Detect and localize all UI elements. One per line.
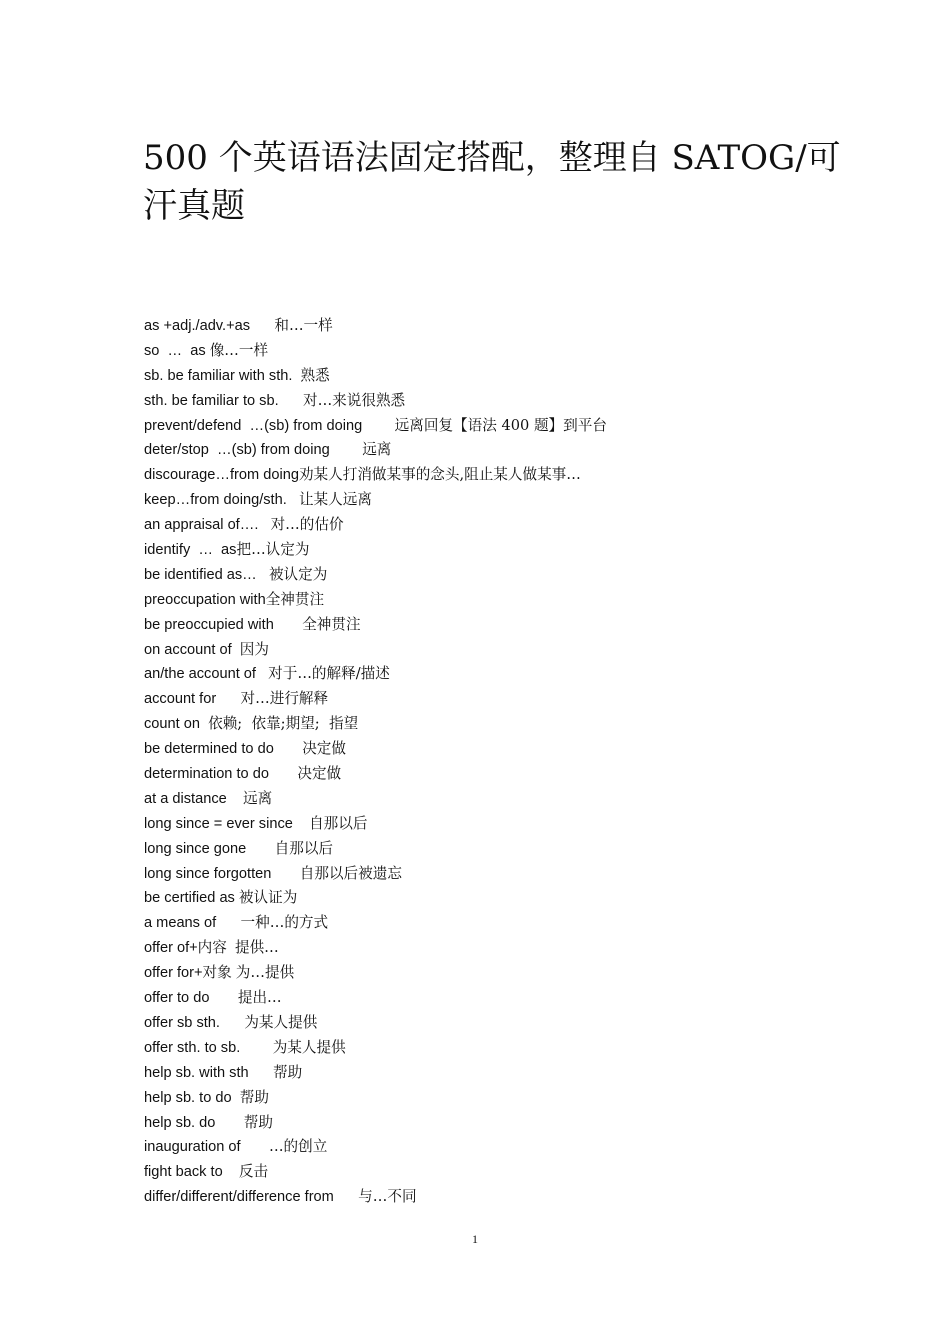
phrase-meaning: 远离: [242, 789, 273, 807]
phrase-meaning: 提出…: [237, 989, 282, 1007]
phrase-gap: [220, 1015, 244, 1031]
phrase-gap: [240, 1040, 272, 1056]
phrase-meaning: 全神贯注: [265, 590, 325, 608]
phrase-english: count on: [144, 716, 200, 733]
list-item: [144, 588, 844, 613]
list-item: [144, 837, 844, 862]
phrase-english: sb. be familiar with sth.: [144, 367, 293, 384]
phrase-english: offer sb sth.: [144, 1014, 220, 1031]
phrase-gap: [227, 791, 243, 807]
phrase-meaning: 反击: [238, 1163, 269, 1181]
phrase-gap: [250, 318, 274, 334]
phrase-gap: [334, 1189, 358, 1205]
phrase-gap: [274, 741, 302, 757]
phrase-english: offer to do: [144, 990, 210, 1007]
phrase-gap: [274, 617, 302, 633]
phrase-gap: [227, 940, 235, 956]
list-item: [144, 314, 844, 339]
phrase-meaning: 对…来说很熟悉: [302, 391, 406, 409]
list-item: [144, 1185, 844, 1210]
list-item: [144, 762, 844, 787]
phrase-meaning: 提供…: [234, 939, 279, 957]
list-item: [144, 862, 844, 887]
phrase-english: help sb. to do: [144, 1089, 232, 1106]
list-item: [144, 911, 844, 936]
page-title: [143, 134, 841, 230]
phrase-meaning: 帮助: [239, 1088, 269, 1106]
phrase-english: be preoccupied with: [144, 616, 274, 633]
phrase-gap: [200, 716, 208, 732]
phrase-gap: [232, 1090, 240, 1106]
phrase-gap: [257, 567, 269, 583]
phrase-meaning: 远离回复【语法 400 题】到平台: [394, 416, 607, 434]
list-item: [144, 687, 844, 712]
phrase-gap: [256, 666, 268, 682]
phrase-meaning: 帮助: [272, 1063, 303, 1081]
phrase-meaning: 自那以后: [274, 839, 334, 857]
phrase-meaning: 和…一样: [274, 317, 333, 334]
list-item: [144, 438, 844, 463]
list-item: [144, 1061, 844, 1086]
phrase-meaning: 决定做: [302, 740, 346, 758]
phrase-meaning: 对于…的解释/描述: [268, 665, 390, 683]
phrase-meaning: 自那以后: [309, 814, 368, 832]
phrase-english: differ/different/difference from: [144, 1189, 334, 1206]
list-item: [144, 1011, 844, 1036]
list-item: [144, 1086, 844, 1111]
list-item: [144, 737, 844, 762]
list-item: [144, 563, 844, 588]
phrase-gap: [216, 691, 240, 707]
phrase-meaning: 全神贯注: [302, 615, 361, 633]
list-item: [144, 1135, 844, 1160]
list-item: [144, 961, 844, 986]
list-item: [144, 414, 844, 439]
phrase-meaning: 为某人提供: [272, 1038, 346, 1056]
phrase-english: identify … as: [144, 542, 237, 559]
phrase-english: a means of: [144, 915, 217, 932]
phrase-meaning: 一种…的方式: [240, 914, 329, 932]
phrase-meaning: 依赖; 依靠;期望; 指望: [208, 715, 359, 733]
phrase-meaning: 像…一样: [209, 341, 269, 359]
phrase-english: preoccupation with: [144, 591, 266, 608]
phrase-english: an appraisal of….: [144, 517, 259, 534]
phrase-meaning: 被认证为: [238, 889, 298, 907]
phrase-english: offer of+内容: [144, 940, 227, 957]
phrase-meaning: 为某人提供: [244, 1013, 318, 1031]
phrase-gap: [249, 1065, 273, 1081]
list-item: [144, 886, 844, 911]
phrase-english: be identified as…: [144, 566, 257, 583]
phrase-english: account for: [144, 691, 217, 708]
title-line-1: 500 个英语语法固定搭配，整理自 SATOG/可: [143, 138, 841, 178]
phrase-english: on account of: [144, 641, 232, 658]
list-item: [144, 638, 844, 663]
phrase-gap: [271, 866, 299, 882]
phrase-list: [144, 314, 844, 1210]
phrase-meaning: 把…认定为: [236, 541, 310, 559]
phrase-english: discourage…from doing: [144, 467, 299, 484]
phrase-gap: [246, 841, 274, 857]
list-item: [144, 812, 844, 837]
phrase-meaning: 对…的估价: [270, 516, 344, 534]
list-item: [144, 1036, 844, 1061]
phrase-gap: [287, 492, 299, 508]
phrase-meaning: 自那以后被遗忘: [299, 864, 402, 882]
phrase-meaning: 决定做: [297, 765, 342, 783]
phrase-gap: [293, 816, 309, 832]
list-item: [144, 513, 844, 538]
phrase-english: long since = ever since: [144, 815, 293, 832]
list-item: [144, 463, 844, 488]
phrase-english: inauguration of: [144, 1139, 241, 1156]
list-item: [144, 662, 844, 687]
phrase-gap: [279, 393, 303, 409]
phrase-gap: [209, 990, 237, 1006]
phrase-english: so … as: [144, 342, 206, 359]
phrase-gap: [215, 1115, 243, 1131]
phrase-gap: [292, 368, 300, 384]
phrase-meaning: 让某人远离: [298, 491, 372, 509]
phrase-gap: [232, 642, 240, 658]
phrase-english: an/the account of: [144, 666, 256, 683]
list-item: [144, 787, 844, 812]
phrase-english: prevent/defend …(sb) from doing: [144, 417, 363, 434]
phrase-meaning: 为…提供: [235, 964, 295, 982]
phrase-meaning: 帮助: [243, 1113, 273, 1131]
phrase-gap: [258, 517, 270, 533]
phrase-english: long since gone: [144, 840, 247, 857]
phrase-gap: [330, 442, 362, 458]
page-number: 1: [472, 1232, 478, 1246]
phrase-meaning: 熟悉: [300, 366, 330, 384]
phrase-english: as +adj./adv.+as: [144, 318, 251, 334]
phrase-gap: [269, 766, 297, 782]
list-item: [144, 613, 844, 638]
phrase-gap: [362, 418, 394, 434]
phrase-english: at a distance: [144, 790, 227, 807]
list-item: [144, 389, 844, 414]
phrase-meaning: 劝某人打消做某事的念头,阻止某人做某事…: [298, 466, 581, 484]
phrase-english: be certified as: [144, 890, 235, 907]
phrase-english: long since forgotten: [144, 865, 272, 882]
phrase-meaning: 对…进行解释: [240, 690, 329, 708]
title-line-2: 汗真题: [143, 186, 245, 226]
list-item: [144, 1111, 844, 1136]
phrase-english: help sb. with sth: [144, 1064, 249, 1081]
phrase-meaning: 因为: [239, 640, 269, 658]
phrase-english: deter/stop …(sb) from doing: [144, 442, 330, 459]
phrase-english: sth. be familiar to sb.: [144, 392, 279, 409]
phrase-meaning: …的创立: [268, 1138, 328, 1156]
phrase-gap: [241, 1139, 269, 1155]
phrase-gap: [216, 915, 240, 931]
list-item: [144, 538, 844, 563]
list-item: [144, 1160, 844, 1185]
phrase-english: offer sth. to sb.: [144, 1039, 241, 1056]
list-item: [144, 488, 844, 513]
phrase-english: be determined to do: [144, 741, 274, 758]
phrase-english: fight back to: [144, 1164, 223, 1181]
list-item: [144, 712, 844, 737]
list-item: [144, 339, 844, 364]
list-item: [144, 986, 844, 1011]
list-item: [144, 364, 844, 389]
phrase-english: offer for+对象: [144, 965, 232, 982]
phrase-english: keep…from doing/sth.: [144, 492, 287, 509]
phrase-gap: [223, 1164, 239, 1180]
phrase-meaning: 被认定为: [268, 565, 328, 583]
phrase-meaning: 与…不同: [358, 1188, 417, 1206]
phrase-meaning: 远离: [362, 441, 392, 459]
phrase-english: determination to do: [144, 766, 269, 783]
list-item: [144, 936, 844, 961]
phrase-english: help sb. do: [144, 1114, 216, 1131]
